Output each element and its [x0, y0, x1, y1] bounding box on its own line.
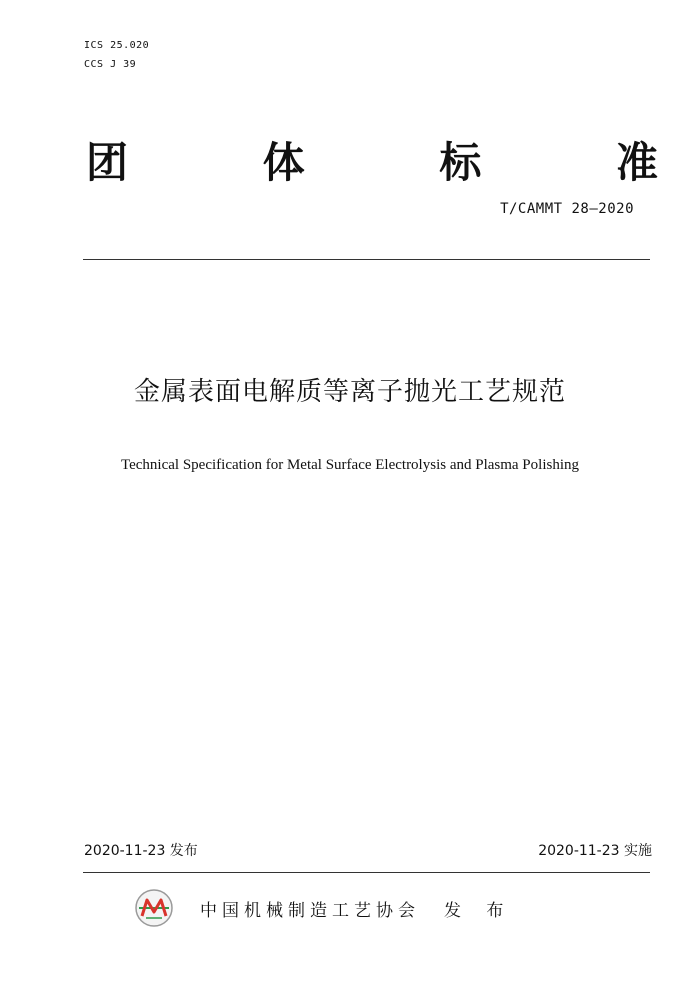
- document-title-chinese: 金属表面电解质等离子抛光工艺规范: [133, 377, 566, 407]
- standard-type-char: 体: [262, 138, 305, 187]
- publisher-block: [134, 886, 513, 930]
- classification-codes: [84, 36, 149, 74]
- ccs-code: CCS J 39: [84, 59, 137, 70]
- cammt-logo-icon: [134, 888, 174, 928]
- implement-date: 2020-11-23 实施: [538, 843, 652, 859]
- publisher-name: 中国机械制造工艺协会: [200, 900, 420, 921]
- standard-type-title: [86, 136, 658, 190]
- publish-date: 2020-11-23 发布: [84, 843, 198, 859]
- top-divider: [83, 259, 650, 260]
- document-title-english: Technical Specification for Metal Surface Electrolysis and Plasma Polishing: [121, 457, 579, 473]
- publisher-verb: 发 布: [444, 900, 514, 921]
- ics-code: ICS 25.020: [84, 40, 150, 51]
- standard-type-char: 准: [615, 138, 658, 187]
- standard-type-char: 标: [439, 138, 482, 187]
- bottom-divider: [83, 872, 650, 873]
- standard-type-char: 团: [86, 138, 129, 187]
- standard-number: T/CAMMT 28—2020: [500, 201, 634, 217]
